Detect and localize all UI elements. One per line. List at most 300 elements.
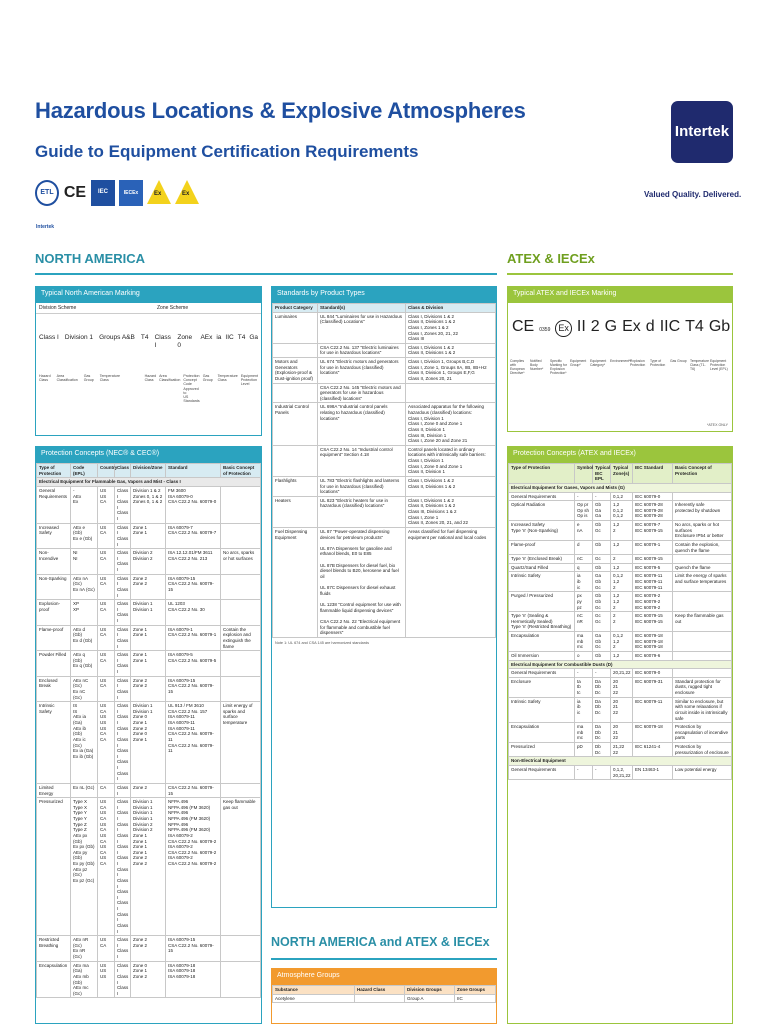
table-cell: Quench the flame [673, 563, 732, 572]
table-cell [221, 523, 261, 549]
table-cell: Contain the explosion and extinguish the flame [221, 625, 261, 651]
table-row [37, 702, 261, 784]
column-header: Class [115, 464, 131, 478]
table-row [509, 612, 732, 632]
table-cell: Gb Gc [593, 521, 611, 541]
table-cell: US CA [98, 936, 115, 962]
table-cell: No arcs, sparks or hot surfaces [221, 549, 261, 575]
marking-token: Groups A&B [99, 334, 135, 341]
marking-token: IIC [225, 334, 234, 341]
table-cell: ISA 60079-1 CSA C22.2 No. 60079-1 [166, 625, 221, 651]
etl-mark-icon: ETL [35, 180, 59, 206]
table-cell: AEx nR (Gc) Ex nR (Gc) [71, 936, 98, 962]
table-cell: Class I, Divisions 1 & 2 Class II, Divisions 1 & 2 [406, 343, 496, 357]
column-header: Basic Concept of Protection [673, 464, 732, 484]
atex-marking-panel [507, 286, 733, 432]
table-cell: Class I Class I [115, 600, 131, 626]
table-cell: - [575, 765, 593, 779]
table-cell: Keep flammable gas out [221, 798, 261, 936]
table-cell: US CA US US US CA CA [98, 702, 115, 784]
iec-mark-icon: IEC [91, 180, 115, 206]
column-header: Division Groups [405, 986, 455, 995]
table-cell: 1,2 1,2 2 [611, 592, 633, 612]
table-row [37, 549, 261, 575]
table-cell: NFPA 496 NFPA 496 (FM 3620) NFPA 496 NFPA 496 (FM 3620) NFPA 496 NFPA 496 (FM 3620) ISA 60079-2 CSA C22.2 No. 60079-2 ISA 60079-2 CSA C22.2 No. 60079-2 ISA 60079-2 CSA C22.2 No. 60079-2 [166, 798, 221, 936]
table-cell: Increased Safety Type 'n' (Non-Sparking) [509, 521, 575, 541]
table-row [509, 743, 732, 757]
table-cell [406, 383, 496, 403]
marking-token: CE [512, 318, 535, 335]
table-cell [221, 600, 261, 626]
table-cell: Encapsulation [509, 632, 575, 652]
atex-marking-tokens [508, 303, 732, 337]
table-row [37, 651, 261, 677]
table-row [509, 563, 732, 572]
marking-note: Equipment Group* [570, 358, 587, 367]
ex-hexagon-icon: Ex [147, 180, 171, 204]
table-cell: Class I Class I Class I Class I Class I Class I Class I Class I Class I Class I Class I Class I [115, 798, 131, 936]
table-cell: Protection by pressurization of enclosure [673, 743, 732, 757]
column-header: Zone Groups [455, 986, 496, 995]
table-cell: Gc [593, 555, 611, 564]
table-cell: 0,1,2 1,2 2 [611, 632, 633, 652]
marking-note: Temperature Class (T1-T6) [690, 358, 710, 371]
marking-token: Ex [622, 318, 641, 335]
table-cell: ia ib ic [575, 572, 593, 592]
marking-token: T4 [685, 318, 704, 335]
atex-marking-notes [508, 337, 732, 375]
table-cell: UL 698A "Industrial control panels relating to hazardous (classified) locations" [318, 403, 406, 445]
marking-note: Gas Group [670, 358, 687, 363]
table-cell: Pressurized [509, 743, 575, 757]
column-header: Hazard Class [355, 986, 405, 995]
table-cell: UL 1203 CSA C22.2 No. 30 [166, 600, 221, 626]
table-cell: XP XP [71, 600, 98, 626]
standards-panel [271, 286, 497, 908]
table-cell: ISA 60079-5 CSA C22.2 No. 60079-5 [166, 651, 221, 677]
table-cell: Intrinsic Safety [509, 697, 575, 723]
na-protection-concepts-panel [35, 446, 262, 1024]
table-row [37, 676, 261, 702]
table-cell: Flashlights [273, 476, 318, 496]
table-cell: Flame-proof [37, 625, 71, 651]
table-cell: ISA 60079-15 CSA C22.2 No. 60079-15 [166, 574, 221, 600]
table-cell: IS IS AEx ia (Ga) AEx ib (Gb) AEx ic (Gc) Ex ia (Ga) Ex ib (Gb) [71, 702, 98, 784]
table-cell: 20 21 22 [611, 723, 633, 743]
table-cell: Type X Type X Type Y Type Y Type Z Type Z AEx px (Gb) Ex px (Gb) AEx py (Gb) Ex py (Gb) AEx pz (Gc) Ex pz (Gc) [71, 798, 98, 936]
atex-only-footnote: *ATEX ONLY [706, 422, 728, 427]
table-cell: IEC 60079-15 [633, 555, 673, 564]
table-row [37, 574, 261, 600]
marking-note: Notified Body Number* [530, 358, 544, 371]
atmosphere-groups-table [272, 985, 496, 1003]
table-cell [355, 994, 405, 1003]
table-cell: Op pr Op sh Op is [575, 501, 593, 521]
table-cell: AEx d (Gb) Ex d (Gb) [71, 625, 98, 651]
table-cell: Similar to enclosure, but with some relaxations if circuit inside is intrinsically safe [673, 697, 732, 723]
column-header: Type of Protection [509, 464, 575, 484]
table-cell: Control panels located in ordinary locations with intrinsically safe barriers: Class I, Division 1 Class I, Zone 0 and Zone 1 Class II, Division 1 [406, 445, 496, 476]
table-cell: NI NI [71, 549, 98, 575]
table-row [37, 600, 261, 626]
table-cell: Type 'n' (Sealing & Hermetically Sealed) Type 'n' (Restricted Breathing) [509, 612, 575, 632]
column-header: Division/Zone [131, 464, 166, 478]
table-cell: 0,1,2, 20,21,22 [611, 765, 633, 779]
table-cell: AEx q (Gb) Ex q (Gb) [71, 651, 98, 677]
table-row [509, 521, 732, 541]
marking-note: Equipment Protection Level (EPL) [710, 358, 728, 371]
table-cell: q [575, 563, 593, 572]
table-cell: IEC 60079-18 [633, 723, 673, 743]
table-cell: px py pz [575, 592, 593, 612]
table-row [37, 798, 261, 936]
table-cell: UL 823 "Electric heaters for use in hazardous (classified) locations" [318, 496, 406, 527]
table-cell: Zone 1 Zone 1 [131, 625, 166, 651]
table-cell: 0,1,2 1,2 2 [611, 572, 633, 592]
table-row [273, 994, 496, 1003]
column-header: Country [98, 464, 115, 478]
table-row [273, 358, 496, 384]
table-cell: - [593, 492, 611, 501]
atex-concepts-title: Protection Concepts (ATEX and IECEx) [508, 447, 732, 463]
table-subheading: Electrical Equipment for Gases, Vapors and Mists (G) [509, 483, 732, 492]
table-cell: CSA C22.2 No. 14 "Industrial control equipment" Section 4.18 [318, 445, 406, 476]
table-cell: Industrial Control Panels [273, 403, 318, 445]
marking-note: Gas Group [83, 373, 94, 382]
table-cell: 0,1,2 [611, 492, 633, 501]
table-row [509, 651, 732, 660]
table-cell: Class I Class I [115, 574, 131, 600]
table-cell: Division 1 Division 1 Division 1 Division 1 Division 2 Division 2 Zone 1 Zone 1 Zone 1 Zone 1 Zone 2 Zone 2 [131, 798, 166, 936]
table-cell: Class I, Divisions 1 & 2 Class II, Divisions 1 & 2 Class I, Zones 1 & 2 Class I, Zones 20, 21, 22 Class III [406, 312, 496, 343]
table-cell: Gc Gc [593, 612, 611, 632]
column-header: Basic Concept of Protection [221, 464, 261, 478]
table-cell: AEx ma (Ga) AEx mb (Gb) AEx mc (Gc) [71, 961, 98, 998]
table-cell: US US US [98, 961, 115, 998]
intertek-logo[interactable]: Intertek [671, 101, 733, 163]
marking-note: Type of Protection [650, 358, 666, 367]
marking-token: Class I [39, 334, 59, 341]
table-cell: Zone 2 [131, 783, 166, 797]
table-cell: Non-Sparking [37, 574, 71, 600]
table-cell: IEC 60079-11 IEC 60079-11 IEC 60079-11 [633, 572, 673, 592]
marking-note: Equipment Category* [590, 358, 607, 367]
table-cell: 20,21,22 [611, 669, 633, 678]
table-cell: ma mb mc [575, 632, 593, 652]
na-concepts-table [36, 463, 261, 998]
table-cell: Areas classified for fuel dispensing equipment per national and local codes [406, 527, 496, 637]
standards-note: Note 1: UL 674 and CSA 145 are harmonized standards [275, 640, 369, 645]
table-row [509, 592, 732, 612]
column-header: IEC Standard [633, 464, 673, 484]
na-marking-panel [35, 286, 262, 436]
table-row [273, 496, 496, 527]
table-cell: US CA [98, 600, 115, 626]
table-row [37, 783, 261, 797]
table-cell: AEx e (Gb) Ex e (Gb) [71, 523, 98, 549]
table-cell: 20 21 22 [611, 677, 633, 697]
marking-note: Environment** [610, 358, 632, 363]
marking-note: Hazard Class [144, 373, 157, 382]
table-row [509, 697, 732, 723]
table-cell: Gb [593, 651, 611, 660]
table-cell: Zone 0 Zone 1 Zone 2 [131, 961, 166, 998]
table-cell: FM 3600 ISA 60079-0 CSA C22.2 No. 60079-0 [166, 486, 221, 523]
section-north-america: NORTH AMERICA [35, 251, 146, 266]
table-cell: US CA [98, 574, 115, 600]
table-row [509, 555, 732, 564]
marking-token: T4 [140, 334, 149, 341]
table-row [509, 492, 732, 501]
intertek-mini-label: Intertek [36, 224, 55, 230]
zone-notes [145, 374, 258, 404]
table-cell: General Requirements [509, 669, 575, 678]
table-cell: Zone 2 Zone 2 [131, 936, 166, 962]
page-title: Hazardous Locations & Explosive Atmospheres [35, 98, 526, 123]
table-cell: Optical Radiation [509, 501, 575, 521]
table-cell: Increased Safety [37, 523, 71, 549]
table-cell: Flame-proof [509, 540, 575, 554]
atex-protection-concepts-panel [507, 446, 733, 1024]
table-subheading: Electrical Equipment for Combustible Dusts (D) [509, 660, 732, 669]
table-cell: US US CA [98, 486, 115, 523]
table-cell: IEC 60079-6 [633, 651, 673, 660]
table-cell: Type 'n' (Enclosed Break) [509, 555, 575, 564]
table-cell: UL 783 "Electric flashlights and lanterns for use in hazardous (classified) locations" [318, 476, 406, 496]
table-cell: IEC 60079-11 [633, 697, 673, 723]
table-row [509, 677, 732, 697]
marking-token: IIC [659, 318, 681, 335]
table-cell: UL 913 / FM 3610 CSA C22.2 No. 157 ISA 60079-11 ISA 60079-11 ISA 60079-11 CSA C22.2 No. 60079-11 CSA C22.2 No. 60079-11 [166, 702, 221, 784]
marking-note: Temperature Class [217, 373, 238, 382]
section-atex-iecex: ATEX & IECEx [507, 251, 595, 266]
marking-token: Ga [249, 334, 258, 341]
table-row [273, 403, 496, 445]
table-cell: UL 87 "Power-operated dispensing devices for petroleum products" UL 87A Dispensers for gasoline and ethanol blends, E0 to E85 UL 87B Dispensers for diesel fuel, bio diesel blends to B20, kerosene and fuel oil UL 87C Dispensers for diesel exhaust fluids UL 1238 "Control equipment for use with flammable liquid dispensing devices" CSA C22.2 No. 22 "Electrical equipment for flammable and combustible fuel dispensers" [318, 527, 406, 637]
table-row [509, 572, 732, 592]
marking-token: Division 1 [64, 334, 94, 341]
table-cell [221, 961, 261, 998]
table-row [509, 765, 732, 779]
table-cell [221, 676, 261, 702]
standards-table [272, 303, 496, 638]
table-cell: Gb Gb Gc [593, 592, 611, 612]
page-subtitle: Guide to Equipment Certification Requirements [35, 142, 419, 161]
table-cell: Class I Class I [115, 549, 131, 575]
table-cell: US CA [98, 651, 115, 677]
zone-scheme-label: Zone Scheme [157, 305, 189, 311]
marking-note: Complies with European Directive* [510, 358, 525, 376]
marking-token: Ex [555, 320, 572, 337]
table-cell: Gb [593, 540, 611, 554]
table-cell: Inherently safe protected by shutdown [673, 501, 732, 521]
column-header: Typical Zone(s) [611, 464, 633, 484]
table-cell: ma mb mc [575, 723, 593, 743]
table-cell: Db Dc [593, 743, 611, 757]
table-cell: 1,2 2 [611, 521, 633, 541]
marking-note: Specific Marking for Explosion Protection* [550, 358, 567, 376]
table-subheading: Electrical Equipment for Flammable Gas, Vapors and Mist - Class I [37, 478, 261, 487]
column-header: Standard(s) [318, 304, 406, 313]
atmosphere-groups-title: Atmosphere Groups [272, 969, 496, 985]
table-row [273, 312, 496, 343]
table-cell: - AEx Ex [71, 486, 98, 523]
table-subheading-row [509, 757, 732, 766]
table-cell: Class I [115, 783, 131, 797]
marking-note: Protection Concept Code Approved to US Standards [183, 373, 200, 404]
table-row [509, 501, 732, 521]
atex-concepts-table [508, 463, 732, 780]
table-cell [221, 783, 261, 797]
division-scheme-label: Division Scheme [39, 305, 77, 311]
table-cell: Class I Class I [115, 523, 131, 549]
table-subheading-row [509, 660, 732, 669]
table-cell: Class I Class I Class I [115, 961, 131, 998]
table-row [509, 632, 732, 652]
column-header: Typical IEC EPL [593, 464, 611, 484]
table-cell: IEC 60079-15 IEC 60079-15 [633, 612, 673, 632]
table-cell: Class I Class I Class I Class I Class I Class I Class I [115, 702, 131, 784]
table-cell: Da Db Dc [593, 723, 611, 743]
table-cell: 1,2 [611, 563, 633, 572]
table-row [273, 343, 496, 357]
table-cell: Low potential energy [673, 765, 732, 779]
table-cell [673, 592, 732, 612]
division-tokens [39, 334, 149, 350]
table-cell: 21,22 22 [611, 743, 633, 757]
table-cell: Fuel Dispensing Equipment [273, 527, 318, 637]
table-cell: ISA 12.12.01/FM 3611 CSA C22.2 No. 213 [166, 549, 221, 575]
table-cell: Limit the energy of sparks and surface temperatures [673, 572, 732, 592]
table-cell: Enclosure [509, 677, 575, 697]
table-row [509, 723, 732, 743]
table-cell: US CA [98, 549, 115, 575]
table-cell [221, 574, 261, 600]
table-cell: Restricted Breathing [37, 936, 71, 962]
table-subheading-row [37, 478, 261, 487]
marking-note: Area Classification [159, 373, 181, 382]
table-cell: UL 844 "Luminaires for use in Hazardous (Classified) Locations" [318, 312, 406, 343]
table-cell: US CA [98, 625, 115, 651]
table-cell: 20 21 22 [611, 697, 633, 723]
table-row [273, 445, 496, 476]
table-cell [673, 555, 732, 564]
marking-token: 0359 [539, 327, 551, 333]
table-cell: Motors and Generators (Explosion-proof & Dust-ignition proof) [273, 358, 318, 384]
table-cell: 2 [611, 555, 633, 564]
table-cell: Ex nL (Gc) [71, 783, 98, 797]
table-cell: Intrinsic Safety [509, 572, 575, 592]
table-cell: Associated apparatus for the following hazardous (classified) locations: Class I, Division 1 Class I, Zone 0 and Zone 1 Class II, Division 1 Class III, Division 1 Class I, Zone 20 and Zone 21 [406, 403, 496, 445]
table-cell [673, 669, 732, 678]
table-cell: IEC 60079-0 [633, 669, 673, 678]
table-cell: EN 13463-1 [633, 765, 673, 779]
table-cell: nC nR [575, 612, 593, 632]
marking-note: Equipment Protection Level [240, 373, 258, 387]
marking-token: Class I [154, 334, 171, 349]
table-cell: IEC 60079-7 IEC 60079-15 [633, 521, 673, 541]
na-marking-title: Typical North American Marking [36, 287, 261, 303]
table-cell: d [575, 540, 593, 554]
table-row [273, 527, 496, 637]
marking-token: ia [216, 334, 222, 341]
section-na-atex: NORTH AMERICA and ATEX & IECEx [271, 935, 490, 949]
marking-note: Area Classification [56, 373, 78, 382]
table-cell: Zone 2 Zone 2 [131, 574, 166, 600]
table-cell: Division 1 & 2 Zones 0, 1 & 2 Zones 0, 1 & 2 [131, 486, 166, 523]
table-cell: Da Db Dc [593, 677, 611, 697]
tagline: Valued Quality. Delivered. [644, 190, 742, 199]
marking-token: Gb [708, 318, 731, 335]
table-cell [221, 651, 261, 677]
marking-token: T4 [237, 334, 246, 341]
table-cell: Class I Class I [115, 651, 131, 677]
ex-triangle-icon: Ex [175, 180, 199, 204]
table-row [37, 486, 261, 523]
table-cell: Heaters [273, 496, 318, 527]
table-cell: General Requirements [37, 486, 71, 523]
marking-token: AEx [200, 334, 213, 341]
table-row [37, 961, 261, 998]
table-cell: ISA 60079-7 CSA C22.2 No. 60079-7 [166, 523, 221, 549]
table-cell: - [593, 669, 611, 678]
table-cell: Powder Filled [37, 651, 71, 677]
table-cell: Gb [593, 563, 611, 572]
table-cell: Limited Energy [37, 783, 71, 797]
table-cell: IEC 60079-28 IEC 60079-28 IEC 60079-28 [633, 501, 673, 521]
marking-note: Temperature Class [99, 373, 120, 382]
marking-note: Gas Group [202, 373, 213, 382]
table-cell: Encapsulation [509, 723, 575, 743]
table-row [37, 625, 261, 651]
table-cell [673, 492, 732, 501]
table-cell: Limit energy of sparks and surface temperature [221, 702, 261, 784]
table-cell: pD [575, 743, 593, 757]
table-cell: Oil Immersion [509, 651, 575, 660]
table-cell: - [575, 492, 593, 501]
na-concepts-title: Protection Concepts (NEC® & CEC®) [36, 447, 261, 463]
standards-title: Standards by Product Types [272, 287, 496, 303]
column-header: Standard [166, 464, 221, 478]
table-cell: ISA 60079-15 CSA C22.2 No. 60079-15 [166, 936, 221, 962]
table-cell: IEC 60079-5 [633, 563, 673, 572]
table-cell: IEC 60079-31 [633, 677, 673, 697]
table-cell: nC [575, 555, 593, 564]
table-cell: CSA C22.2 No. 137 "Electric luminaires for use in hazardous locations" [318, 343, 406, 357]
table-row [273, 476, 496, 496]
table-cell: Contain the explosion, quench the flame [673, 540, 732, 554]
table-cell: Standard protection for dusts, rugged tight enclosure [673, 677, 732, 697]
table-cell: Keep the flammable gas out [673, 612, 732, 632]
table-cell: Class I, Divisions 1 & 2 Class II, Divisions 1 & 2 [406, 476, 496, 496]
table-cell: AEx nC (Gc) Ex nC (Gc) [71, 676, 98, 702]
table-cell: AEx nA (Gc) Ex nA (Gc) [71, 574, 98, 600]
table-cell: Explosion-proof [37, 600, 71, 626]
table-cell: Ga Gb Gc [593, 572, 611, 592]
table-cell: Zone 1 Zone 1 [131, 523, 166, 549]
table-cell: IEC 60079-2 IEC 60079-2 IEC 60079-2 [633, 592, 673, 612]
column-header: Symbol [575, 464, 593, 484]
table-cell: Quartz/Sand Filled [509, 563, 575, 572]
table-cell: Class I, Divisions 1 & 2 Class II, Divisions 1 & 2 Class III, Divisions 1 & 2 Class I, Zone 1 Class II, Zones 20, 21, and 22 [406, 496, 496, 527]
ce-mark-icon: CE [63, 184, 87, 202]
table-cell [673, 632, 732, 652]
table-cell: Encapsulation [37, 961, 71, 998]
table-cell: Ga Gb Gc [593, 632, 611, 652]
table-cell: Protection by encapsulation of incendive parts [673, 723, 732, 743]
column-header: Code (EPL) [71, 464, 98, 478]
marking-token: Zone 0 [177, 334, 193, 349]
